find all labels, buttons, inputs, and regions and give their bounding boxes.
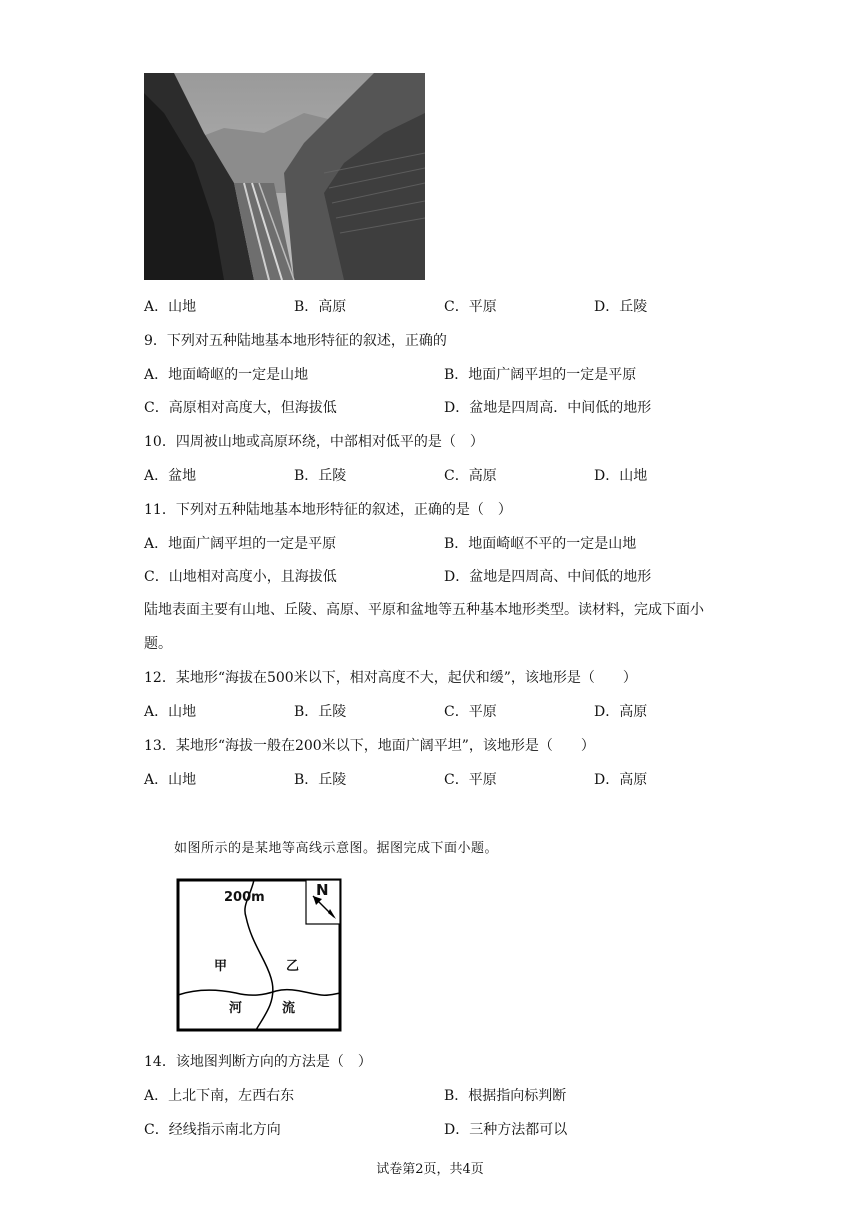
- canyon-photo: [144, 73, 425, 280]
- label-liu: 流: [282, 1001, 296, 1016]
- q11-stem: 11．下列对五种陆地基本地形特征的叙述，正确的是（ ）: [144, 502, 512, 518]
- q13-stem: 13．某地形“海拔一般在200米以下，地面广阔平坦”，该地形是（ ）: [144, 738, 595, 754]
- q10-option-a[interactable]: A．盆地: [144, 468, 197, 484]
- label-jia: 甲: [214, 959, 228, 974]
- q8-option-d[interactable]: D．丘陵: [594, 299, 648, 315]
- page-footer: 试卷第2页，共4页: [376, 1162, 484, 1177]
- q8-option-b[interactable]: B．高原: [294, 299, 347, 315]
- q14-stem: 14．该地图判断方向的方法是（ ）: [144, 1054, 372, 1070]
- q13-option-c[interactable]: C．平原: [444, 772, 497, 788]
- q9-option-a[interactable]: A．地面崎岖的一定是山地: [144, 367, 309, 383]
- q10-option-d[interactable]: D．山地: [594, 468, 648, 484]
- q14-option-d[interactable]: D．三种方法都可以: [444, 1122, 568, 1138]
- q12-option-a[interactable]: A．山地: [144, 704, 197, 720]
- q12-option-b[interactable]: B．丘陵: [294, 704, 347, 720]
- q11-option-c[interactable]: C．山地相对高度小，且海拔低: [144, 569, 337, 585]
- q13-option-a[interactable]: A．山地: [144, 772, 197, 788]
- q14-option-b[interactable]: B．根据指向标判断: [444, 1088, 567, 1104]
- q9-option-d[interactable]: D．盆地是四周高．中间低的地形: [444, 400, 652, 416]
- q8-option-a[interactable]: A．山地: [144, 299, 197, 315]
- q8-option-c[interactable]: C．平原: [444, 299, 497, 315]
- q13-option-b[interactable]: B．丘陵: [294, 772, 347, 788]
- material-intro: 陆地表面主要有山地、丘陵、高原、平原和盆地等五种基本地形类型。读材料，完成下面小题。: [144, 602, 704, 652]
- q11-option-b[interactable]: B．地面崎岖不平的一定是山地: [444, 536, 637, 552]
- q11-option-d[interactable]: D．盆地是四周高、中间低的地形: [444, 569, 652, 585]
- q12-option-d[interactable]: D．高原: [594, 704, 648, 720]
- north-label: N: [316, 881, 329, 899]
- q9-stem: 9．下列对五种陆地基本地形特征的叙述，正确的: [144, 333, 447, 349]
- q13-option-d[interactable]: D．高原: [594, 772, 648, 788]
- label-yi: 乙: [286, 959, 300, 974]
- q10-option-b[interactable]: B．丘陵: [294, 468, 347, 484]
- q14-option-c[interactable]: C．经线指示南北方向: [144, 1122, 281, 1138]
- label-he: 河: [229, 1001, 243, 1016]
- map-caption: 如图所示的是某地等高线示意图。据图完成下面小题。: [174, 841, 499, 856]
- q14-option-a[interactable]: A．上北下南，左西右东: [144, 1088, 295, 1104]
- q11-option-a[interactable]: A．地面广阔平坦的一定是平原: [144, 536, 337, 552]
- q12-stem: 12．某地形“海拔在500米以下，相对高度不大，起伏和缓”，该地形是（ ）: [144, 670, 637, 686]
- contour-label: 200m: [224, 890, 265, 905]
- q10-stem: 10．四周被山地或高原环绕，中部相对低平的是（ ）: [144, 434, 484, 450]
- q9-option-b[interactable]: B．地面广阔平坦的一定是平原: [444, 367, 637, 383]
- q12-option-c[interactable]: C．平原: [444, 704, 497, 720]
- contour-map: [176, 877, 342, 1033]
- q10-option-c[interactable]: C．高原: [444, 468, 497, 484]
- q9-option-c[interactable]: C．高原相对高度大，但海拔低: [144, 400, 337, 416]
